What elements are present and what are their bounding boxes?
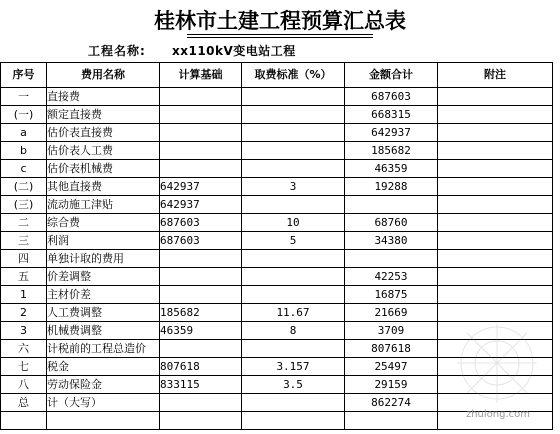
cell-index: a (1, 124, 47, 142)
cell-rate (242, 268, 345, 286)
cell-note (438, 106, 553, 124)
cell-cost-name: 直接费 (47, 88, 160, 106)
cell-calc-base (160, 340, 242, 358)
cell-amount: 642937 (345, 124, 438, 142)
cell-note (438, 178, 553, 196)
cell-note (438, 232, 553, 250)
cell-amount: 34380 (345, 232, 438, 250)
cell-cost-name: 估价表机械费 (47, 160, 160, 178)
cell-index: c (1, 160, 47, 178)
project-row (0, 40, 560, 62)
header-amount: 金额合计 (345, 63, 438, 88)
page-title: 桂林市土建工程预算汇总表 (154, 8, 406, 33)
cell-calc-base: 833115 (160, 376, 242, 394)
project-label: 工程名称: (88, 44, 146, 58)
cell-note (438, 214, 553, 232)
title-underline-double (187, 37, 373, 38)
table-row (1, 214, 553, 232)
cell-rate: 8 (242, 322, 345, 340)
cell-amount: 185682 (345, 142, 438, 160)
table-row (1, 88, 553, 106)
table-row (1, 232, 553, 250)
table-row (1, 178, 553, 196)
cell-index: b (1, 142, 47, 160)
cell-cost-name: 流动施工津贴 (47, 196, 160, 214)
table-header-row (1, 63, 553, 88)
cell-amount: 16875 (345, 286, 438, 304)
cell-rate: 3.157 (242, 358, 345, 376)
cell-calc-base (160, 394, 242, 412)
cell-index: 一 (1, 88, 47, 106)
cell-cost-name: 估价表直接费 (47, 124, 160, 142)
cell-amount (345, 250, 438, 268)
table-row (1, 250, 553, 268)
cell-calc-base (160, 106, 242, 124)
cell-index: 三 (1, 232, 47, 250)
cell-cost-name: 综合费 (47, 214, 160, 232)
cell-cost-name (47, 412, 160, 430)
cell-amount: 21669 (345, 304, 438, 322)
cell-rate (242, 286, 345, 304)
cell-calc-base (160, 412, 242, 430)
cell-amount: 668315 (345, 106, 438, 124)
cell-rate: 5 (242, 232, 345, 250)
cell-index: 3 (1, 322, 47, 340)
cell-cost-name: 劳动保险金 (47, 376, 160, 394)
table-row (1, 160, 553, 178)
cell-calc-base (160, 142, 242, 160)
cell-amount: 68760 (345, 214, 438, 232)
header-note: 附注 (438, 63, 553, 88)
cell-calc-base (160, 124, 242, 142)
cell-index: (二) (1, 178, 47, 196)
cell-rate (242, 106, 345, 124)
cell-index: 六 (1, 340, 47, 358)
cell-cost-name: 计税前的工程总造价 (47, 340, 160, 358)
header-index: 序号 (1, 63, 47, 88)
cell-rate (242, 340, 345, 358)
cell-rate (242, 160, 345, 178)
cell-cost-name: 估价表人工费 (47, 142, 160, 160)
cell-cost-name: 机械费调整 (47, 322, 160, 340)
cell-rate (242, 250, 345, 268)
cell-index: 七 (1, 358, 47, 376)
cell-cost-name: 主材价差 (47, 286, 160, 304)
cell-cost-name: 额定直接费 (47, 106, 160, 124)
cell-cost-name: 单独计取的费用 (47, 250, 160, 268)
watermark-text: zhulong.com (465, 409, 530, 420)
cell-amount: 29159 (345, 376, 438, 394)
cell-index: 2 (1, 304, 47, 322)
cell-note (438, 250, 553, 268)
cell-rate (242, 88, 345, 106)
cell-index (1, 412, 47, 430)
cell-index: (一) (1, 106, 47, 124)
title-underline (187, 34, 373, 35)
cell-cost-name: 计（大写） (47, 394, 160, 412)
table-row (1, 268, 553, 286)
cell-note (438, 124, 553, 142)
cell-rate: 10 (242, 214, 345, 232)
cell-calc-base (160, 160, 242, 178)
project-value: xx110kV变电站工程 (172, 44, 296, 58)
header-cost-name: 费用名称 (47, 63, 160, 88)
cell-amount: 3709 (345, 322, 438, 340)
cell-calc-base: 185682 (160, 304, 242, 322)
cell-calc-base (160, 250, 242, 268)
cell-index: (三) (1, 196, 47, 214)
cell-calc-base: 642937 (160, 196, 242, 214)
cell-calc-base: 46359 (160, 322, 242, 340)
cell-rate: 3 (242, 178, 345, 196)
cell-rate (242, 124, 345, 142)
header-rate: 取费标准（%） (242, 63, 345, 88)
cell-amount: 687603 (345, 88, 438, 106)
cell-note (438, 88, 553, 106)
cell-amount (345, 412, 438, 430)
cell-amount: 46359 (345, 160, 438, 178)
cell-index: 1 (1, 286, 47, 304)
cell-calc-base: 807618 (160, 358, 242, 376)
cell-calc-base: 687603 (160, 214, 242, 232)
cell-rate (242, 412, 345, 430)
cell-note (438, 286, 553, 304)
table-row (1, 124, 553, 142)
cell-amount (345, 196, 438, 214)
cell-amount: 807618 (345, 340, 438, 358)
cell-calc-base: 687603 (160, 232, 242, 250)
table-row (1, 106, 553, 124)
cell-calc-base: 642937 (160, 178, 242, 196)
zhulong-logo-icon (452, 318, 542, 408)
cell-amount: 42253 (345, 268, 438, 286)
cell-calc-base (160, 88, 242, 106)
table-row (1, 142, 553, 160)
cell-index: 四 (1, 250, 47, 268)
table-row (1, 196, 553, 214)
cell-amount: 25497 (345, 358, 438, 376)
cell-rate: 3.5 (242, 376, 345, 394)
cell-index: 总 (1, 394, 47, 412)
cell-amount: 19288 (345, 178, 438, 196)
cell-rate (242, 196, 345, 214)
cell-note (438, 196, 553, 214)
cell-rate: 11.67 (242, 304, 345, 322)
cell-index: 五 (1, 268, 47, 286)
cell-note (438, 160, 553, 178)
cell-index: 二 (1, 214, 47, 232)
cell-cost-name: 其他直接费 (47, 178, 160, 196)
cell-cost-name: 价差调整 (47, 268, 160, 286)
cell-index: 八 (1, 376, 47, 394)
cell-cost-name: 税金 (47, 358, 160, 376)
cell-amount: 862274 (345, 394, 438, 412)
cell-rate (242, 394, 345, 412)
cell-note (438, 142, 553, 160)
cell-cost-name: 人工费调整 (47, 304, 160, 322)
header-calc-base: 计算基础 (160, 63, 242, 88)
cell-calc-base (160, 286, 242, 304)
cell-rate (242, 142, 345, 160)
cell-cost-name: 利润 (47, 232, 160, 250)
cell-note (438, 268, 553, 286)
table-row (1, 286, 553, 304)
cell-calc-base (160, 268, 242, 286)
